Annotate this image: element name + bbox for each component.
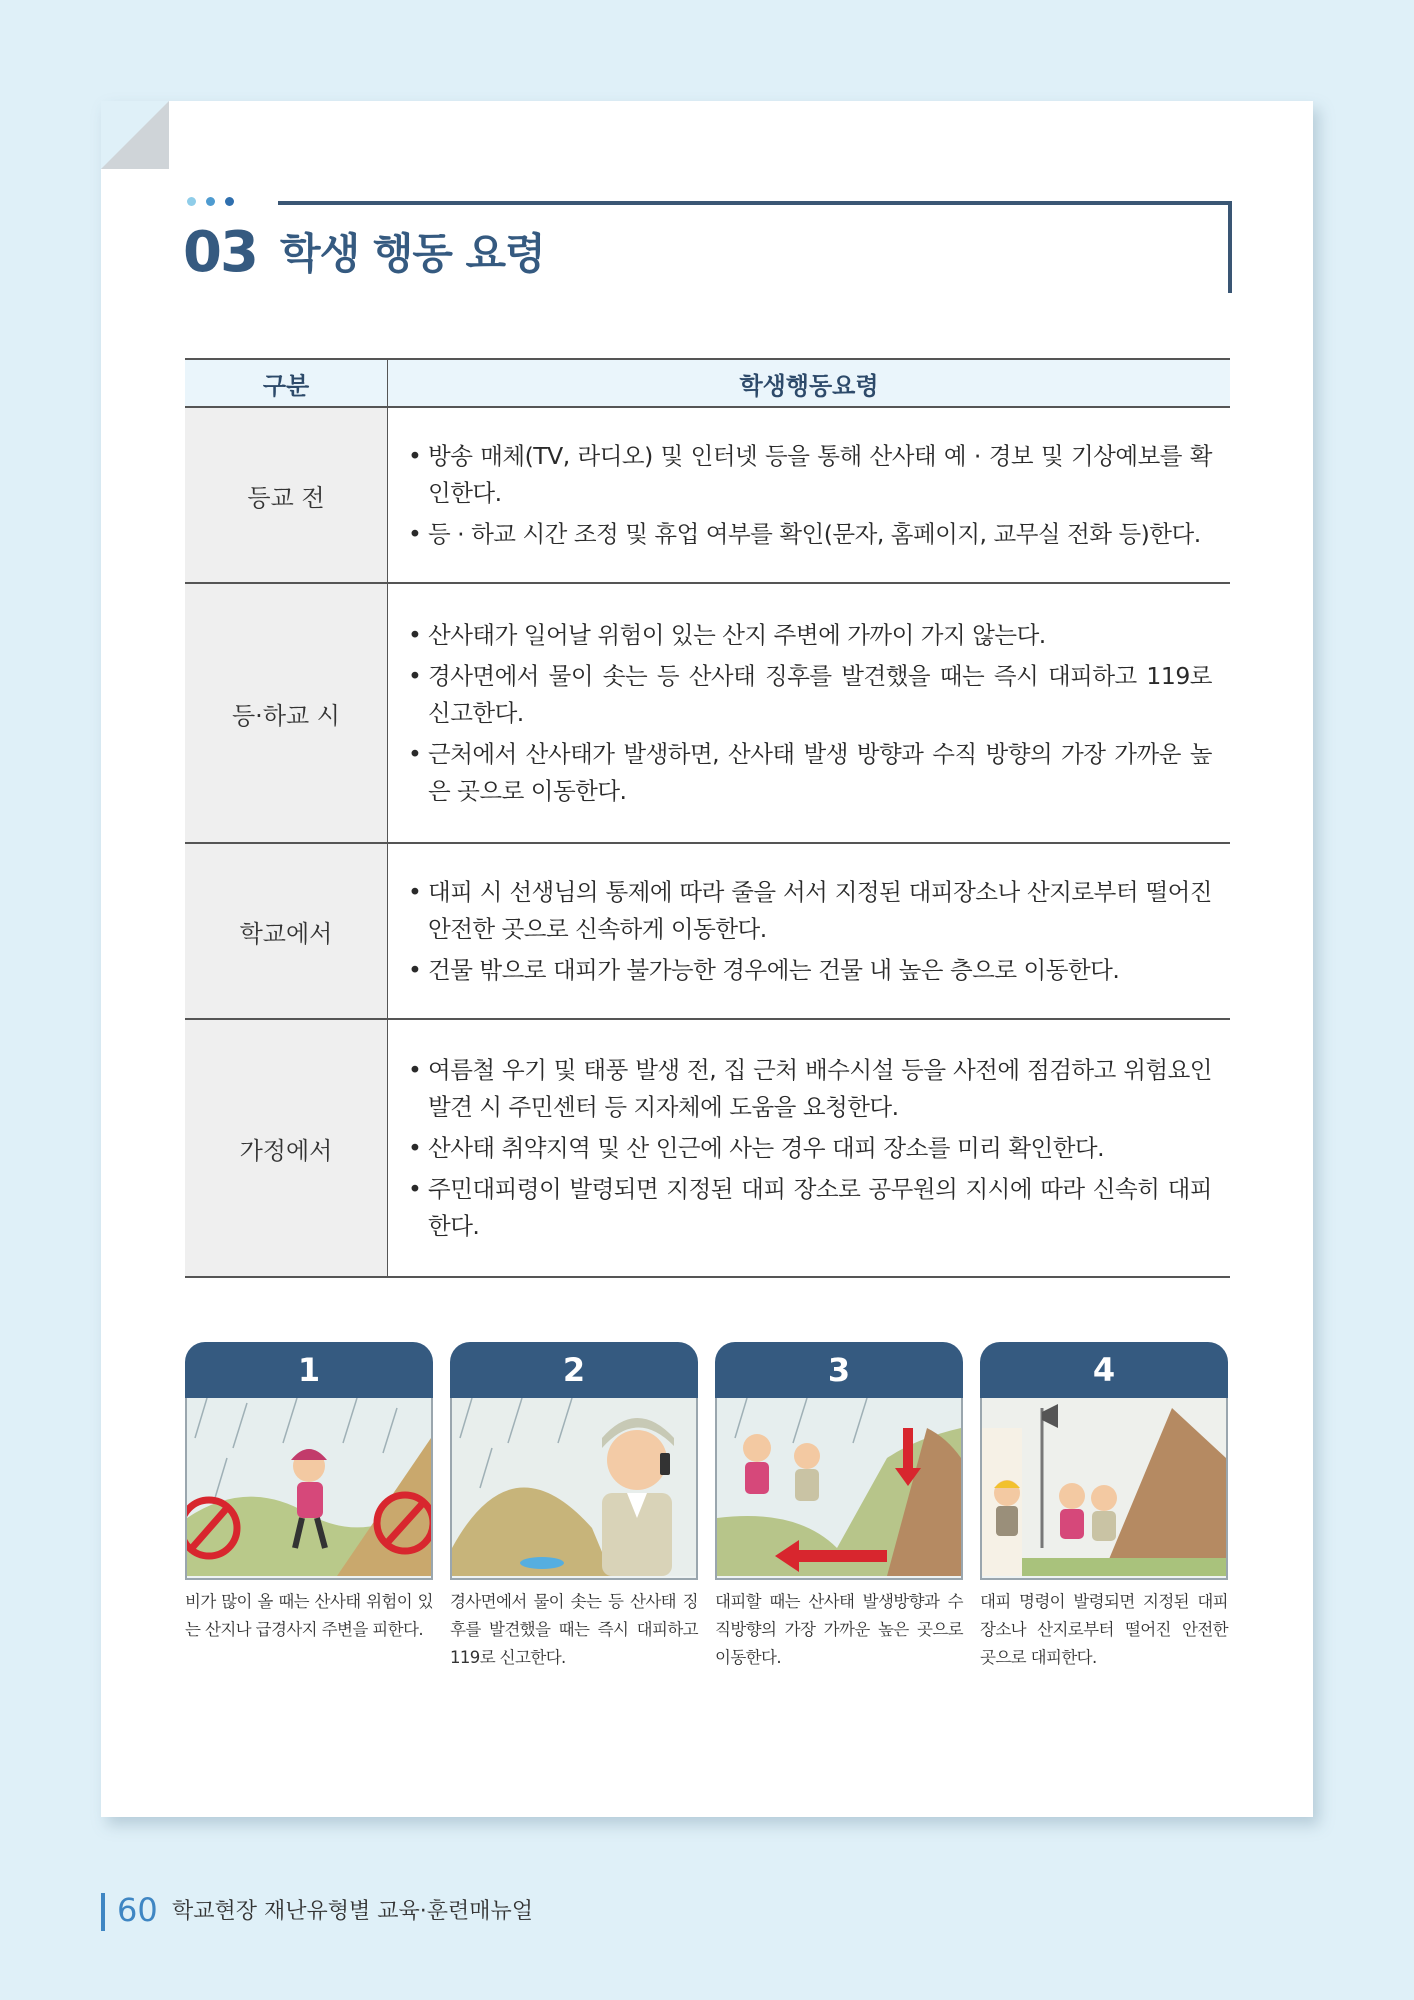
guide-item: • 건물 밖으로 대피가 불가능한 경우에는 건물 내 높은 층으로 이동한다.: [408, 952, 1212, 989]
row-content: [388, 407, 1231, 583]
table-row: [185, 843, 1230, 1019]
guide-item: • 산사태가 일어날 위험이 있는 산지 주변에 가까이 가지 않는다.: [408, 617, 1212, 654]
manual-title: 학교현장 재난유형별 교육·훈련매뉴얼: [172, 1899, 534, 1924]
row-content: [388, 583, 1231, 843]
step-illustration-evacuate-direction: [715, 1398, 963, 1580]
step-panel-3: [715, 1342, 963, 1672]
step-caption: 대피할 때는 산사태 발생방향과 수직방향의 가장 가까운 높은 곳으로 이동한다.: [715, 1592, 963, 1667]
footer-accent-bar: [101, 1893, 105, 1931]
row-category: 등·하교 시: [185, 583, 388, 843]
page-number: 60: [117, 1891, 158, 1929]
column-header-content: 학생행동요령: [388, 359, 1231, 407]
row-category: 학교에서: [185, 843, 388, 1019]
table-row: [185, 407, 1230, 583]
row-category: 등교 전: [185, 407, 388, 583]
step-panel-2: [450, 1342, 698, 1672]
step-caption: 대피 명령이 발령되면 지정된 대피장소나 산지로부터 떨어진 안전한 곳으로 대피한다.: [980, 1592, 1228, 1667]
guide-item: • 여름철 우기 및 태풍 발생 전, 집 근처 배수시설 등을 사전에 점검하고 위험요인 발견 시 주민센터 등 지자체에 도움을 요청한다.: [408, 1052, 1212, 1126]
step-number: 2: [450, 1342, 698, 1398]
heading-dot: [225, 197, 234, 206]
step-illustration-evacuation-order: [980, 1398, 1228, 1580]
guide-item: • 경사면에서 물이 솟는 등 산사태 징후를 발견했을 때는 즉시 대피하고 119로 신고한다.: [408, 658, 1212, 732]
step-number: 4: [980, 1342, 1228, 1398]
section-number: 03: [183, 220, 257, 285]
section-title: 학생 행동 요령: [280, 229, 545, 278]
step-number: 3: [715, 1342, 963, 1398]
action-guide-table: [185, 358, 1230, 1278]
guide-item: • 대피 시 선생님의 통제에 따라 줄을 서서 지정된 대피장소나 산지로부터 떨어진 안전한 곳으로 신속하게 이동한다.: [408, 874, 1212, 948]
row-content: [388, 843, 1231, 1019]
guide-item: • 주민대피령이 발령되면 지정된 대피 장소로 공무원의 지시에 따라 신속히 대피한다.: [408, 1171, 1212, 1245]
guide-item: • 방송 매체(TV, 라디오) 및 인터넷 등을 통해 산사태 예 · 경보 및 기상예보를 확인한다.: [408, 438, 1212, 512]
table-header-row: [185, 359, 1230, 407]
row-category: 가정에서: [185, 1019, 388, 1277]
step-caption: 경사면에서 물이 솟는 등 산사태 징후를 발견했을 때는 즉시 대피하고 119로 신고한다.: [450, 1592, 698, 1667]
step-illustration-report-119: [450, 1398, 698, 1580]
step-number: 1: [185, 1342, 433, 1398]
row-content: [388, 1019, 1231, 1277]
page-corner-fold: [101, 101, 169, 169]
heading-dot: [206, 197, 215, 206]
heading-dots: [187, 197, 234, 206]
step-panel-4: [980, 1342, 1228, 1672]
column-header-category: 구분: [185, 359, 388, 407]
step-caption: 비가 많이 올 때는 산사태 위험이 있는 산지나 급경사지 주변을 피한다.: [185, 1592, 433, 1639]
step-panel-1: [185, 1342, 433, 1644]
heading-dot: [187, 197, 196, 206]
table-row: [185, 583, 1230, 843]
guide-item: • 산사태 취약지역 및 산 인근에 사는 경우 대피 장소를 미리 확인한다.: [408, 1130, 1212, 1167]
guide-item: • 등 · 하교 시간 조정 및 휴업 여부를 확인(문자, 홈페이지, 교무실 전화 등)한다.: [408, 516, 1212, 553]
guide-item: • 근처에서 산사태가 발생하면, 산사태 발생 방향과 수직 방향의 가장 가까운 높은 곳으로 이동한다.: [408, 736, 1212, 810]
step-illustration-avoid-slope: [185, 1398, 433, 1580]
table-row: [185, 1019, 1230, 1277]
